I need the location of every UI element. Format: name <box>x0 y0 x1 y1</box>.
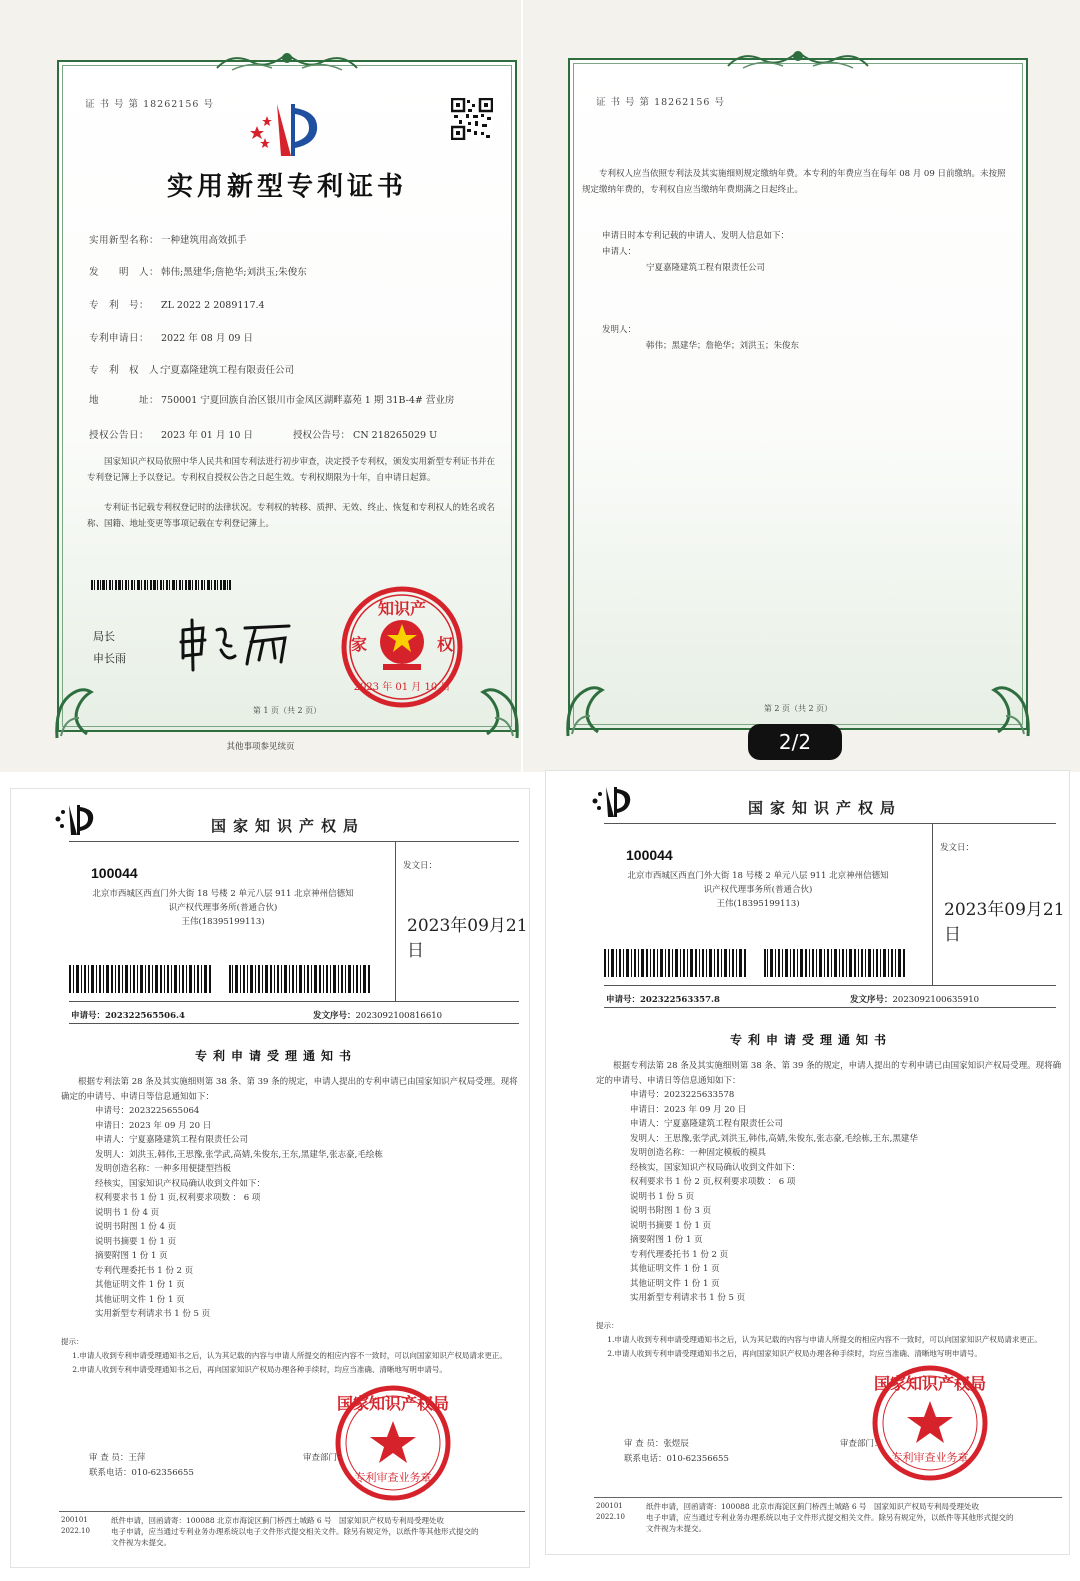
notice-title: 专利申请受理通知书 <box>195 1049 358 1063</box>
qr-code-icon <box>451 98 493 140</box>
examiner-info: 审 查 员：张煜辰 联系电话：010-62356655 <box>624 1439 729 1464</box>
inventor-label: 发明人： <box>602 325 637 335</box>
official-seal-icon <box>333 1383 453 1503</box>
application-number: 申请号：202322563357.8 <box>606 995 720 1005</box>
issue-date-label: 发文日： <box>403 861 438 871</box>
seal-subtext: 专利审查业务章 <box>891 1451 969 1464</box>
document-serial-number: 发文序号：2023092100635910 <box>850 995 980 1005</box>
recipient-address: 北京市西城区西直门外大街 18 号楼 2 单元八层 911 北京神州信德知 识产权代理事务所(普通合伙) 王伟(18395199113) <box>627 871 889 909</box>
recipient-zip: 100044 <box>626 847 673 863</box>
certificate-paragraph-2: 专利证书记载专利权登记时的法律状况。专利权的转移、质押、无效、终止、恢复和专利权人的姓名或名称、国籍、地址变更等事项记载在专利登记簿上。 <box>87 503 496 529</box>
notice-org-name: 国家知识产权局 <box>748 799 903 817</box>
issue-date: 2023年09月21日 <box>407 916 528 961</box>
applicant-label: 申请人： <box>602 247 637 257</box>
applicant-value: 宁夏嘉隆建筑工程有限责任公司 <box>646 263 766 273</box>
page-number: 第 2 页（共 2 页） <box>763 704 833 713</box>
certificate-number: 证 书 号 第 18262156 号 <box>85 99 214 110</box>
certificate-frame <box>568 58 1028 730</box>
official-seal-icon <box>870 1363 990 1483</box>
issue-date: 2023年09月21日 <box>944 900 1065 945</box>
divider <box>604 1007 1056 1008</box>
applicant-info-label: 申请日时本专利记载的申请人、发明人信息如下： <box>602 231 790 241</box>
divider <box>395 841 396 1001</box>
notice-tips: 提示： 1.申请人收到专利申请受理通知书之后，认为其记载的内容与申请人所提交的相应内容不一致时，可以向国家知识产权局请求更正。 2.申请人收到专利申请受理通知书之后，再向国家知识产权局办理各种手续时，均应当准确、清晰地写明申请号。 <box>596 1321 1042 1358</box>
barcode-icon <box>229 965 371 993</box>
director-name: 申长雨 <box>93 652 126 665</box>
field-grant-date: 授权公告日： 2023 年 01 月 10 日 <box>89 430 253 441</box>
director-title: 局长 <box>93 630 115 643</box>
certificate-paragraph-1: 国家知识产权局依照中华人民共和国专利法进行初步审查，决定授予专利权，颁发实用新型专利证书并在专利登记簿上予以登记。专利权自授权公告之日起生效。专利权期限为十年，自申请日起算。 <box>87 457 496 483</box>
notice-footer: 纸件申请，回函请寄：100088 北京市海淀区蓟门桥西土城路 6 号 国家知识产权局专利局受理处收 电子申请，应当通过专利业务办理系统以电子文件形式提交相关文件。除另有规定外，以纸件等其他形式提交的 文件视为未提交。 <box>111 1516 479 1547</box>
examination-department-label: 审查部门： <box>303 1453 346 1463</box>
certificate-frame <box>57 60 517 732</box>
notice-body: 根据专利法第 28 条及其实施细则第 38 条、第 39 条的规定，申请人提出的专利申请已由国家知识产权局受理。现将确定的申请号、申请日等信息通知如下： 申请号：2023225655064 申请日：2023 年 09 月 20 日 申请人：宁夏嘉隆建筑工程有限责任公司 发明人：刘洪玉,韩伟,王思豫,张学武,高婧,朱俊东,王东,黑建华,张志豪,毛绘栋 发明创造名称：一种多用便捷型挡板 经核实，国家知识产权局确认收到文件如下： 权利要求书 1 份 1 页,权利要求项数 ： 6 项 说明书 1 份 4 页 说明书附图 1 份 4 页 说明书摘要 1 份 1 页 摘要附图 1 份 1 页 专利代理委托书 1 份 2 页 其他证明文件 1 份 1 页 其他证明文件 1 份 1 页 实用新型专利请求书 1 份 5 页 <box>61 1077 518 1319</box>
document-serial-number: 发文序号：2023092100816610 <box>313 1011 443 1021</box>
official-seal-icon <box>339 584 465 710</box>
svg-text:家: 家 <box>350 635 368 654</box>
seal-text: 国家知识产权局 <box>873 1374 987 1393</box>
cnipa-logo-icon <box>247 102 327 158</box>
divider <box>932 823 933 985</box>
certificate-page-2 <box>523 0 1080 772</box>
signature-icon <box>177 616 297 672</box>
notice-footer: 纸件申请，回函请寄：100088 北京市海淀区蓟门桥西土城路 6 号 国家知识产权局专利局受理处收 电子申请，应当通过专利业务办理系统以电子文件形式提交相关文件。除另有规定外，以纸件等其他形式提交的 文件视为未提交。 <box>646 1502 1014 1533</box>
cnipa-logo-icon <box>51 803 97 837</box>
acceptance-notice-1 <box>10 788 530 1568</box>
seal-text: 国家知识产权局 <box>336 1394 450 1413</box>
application-number: 申请号：202322565506.4 <box>71 1011 185 1021</box>
divider <box>604 985 1056 986</box>
field-grant-number: 授权公告号： CN 218265029 U <box>293 430 438 441</box>
field-utility-model-name: 实用新型名称： 一种建筑用高效抓手 <box>89 235 247 246</box>
divider <box>69 841 519 842</box>
certificate-number: 证 书 号 第 18262156 号 <box>596 97 725 108</box>
barcode-icon <box>69 965 211 993</box>
certificate-page-1 <box>0 0 521 772</box>
field-address: 地 址： 750001 宁夏回族自治区银川市金凤区湖畔嘉苑 1 期 31B-4# 营业房 <box>89 395 455 406</box>
notice-title: 专利申请受理通知书 <box>730 1033 893 1047</box>
notice-body: 根据专利法第 28 条及其实施细则第 38 条、第 39 条的规定，申请人提出的专利申请已由国家知识产权局受理。现将确定的申请号、申请日等信息通知如下： 申请号：2023225633578 申请日：2023 年 09 月 20 日 申请人：宁夏嘉隆建筑工程有限责任公司 发明人：王思豫,张学武,刘洪玉,韩伟,高婧,朱俊东,张志豪,毛绘栋,王东,黑建华 发明创造名称：一种固定模板的模具 经核实，国家知识产权局确认收到文件如下： 权利要求书 1 份 2 页,权利要求项数 ： 6 项 说明书 1 份 5 页 说明书附图 1 份 3 页 说明书摘要 1 份 1 页 摘要附图 1 份 1 页 专利代理委托书 1 份 2 页 其他证明文件 1 份 1 页 其他证明文件 1 份 1 页 实用新型专利请求书 1 份 5 页 <box>596 1061 1062 1303</box>
notice-org-name: 国家知识产权局 <box>211 817 366 835</box>
recipient-address: 北京市西城区西直门外大街 18 号楼 2 单元八层 911 北京神州信德知 识产权代理事务所(普通合伙) 王伟(18395199113) <box>92 889 354 927</box>
examination-department-label: 审查部门： <box>840 1439 883 1449</box>
field-inventor: 发 明 人： 韩伟;黑建华;詹艳华;刘洪玉;朱俊东 <box>89 267 307 278</box>
barcode-icon <box>604 949 746 977</box>
seal-date: 2023 年 01 月 10 日 <box>353 682 451 693</box>
seal-subtext: 专利审查业务章 <box>354 1471 432 1484</box>
barcode-icon <box>764 949 906 977</box>
examiner-info: 审 查 员：王萍 联系电话：010-62356655 <box>89 1453 194 1478</box>
svg-text:知识产: 知识产 <box>377 599 427 618</box>
recipient-zip: 100044 <box>91 865 138 881</box>
divider <box>69 1023 519 1024</box>
acceptance-notice-2 <box>545 770 1070 1555</box>
inventor-value: 韩伟；黑建华；詹艳华；刘洪玉；朱俊东 <box>646 341 800 351</box>
divider <box>69 1001 519 1002</box>
barcode-icon <box>91 580 231 590</box>
annual-fee-notice: 专利权人应当依照专利法及其实施细则规定缴纳年费。本专利的年费应当在每年 08 月 09 日前缴纳。未按照规定缴纳年费的，专利权自应当缴纳年费期满之日起终止。 <box>582 169 1006 195</box>
page-number: 第 1 页（共 2 页） <box>252 706 322 715</box>
field-patent-number: 专 利 号： ZL 2022 2 2089117.4 <box>89 300 265 311</box>
form-code: 200101 2022.10 <box>596 1502 625 1521</box>
ornament-icon <box>723 46 873 72</box>
certificate-title: 实用新型专利证书 <box>166 172 407 202</box>
issue-date-label: 发文日： <box>940 843 975 853</box>
page-indicator: 2/2 <box>748 724 842 760</box>
svg-text:权: 权 <box>436 635 454 654</box>
certificate-footnote: 其他事项参见续页 <box>226 742 295 752</box>
cnipa-logo-icon <box>588 785 634 819</box>
notice-tips: 提示： 1.申请人收到专利申请受理通知书之后，认为其记载的内容与申请人所提交的相应内容不一致时，可以向国家知识产权局请求更正。 2.申请人收到专利申请受理通知书之后，再向国家知识产权局办理各种手续时，均应当准确、清晰地写明申请号。 <box>61 1337 507 1374</box>
divider <box>594 1497 1062 1498</box>
divider <box>604 823 1056 824</box>
field-patentee: 专 利 权 人：宁夏嘉隆建筑工程有限责任公司 <box>89 365 295 376</box>
ornament-icon <box>212 48 362 74</box>
divider <box>59 1511 525 1512</box>
field-application-date: 专利申请日： 2022 年 08 月 09 日 <box>89 333 253 344</box>
form-code: 200101 2022.10 <box>61 1516 90 1535</box>
